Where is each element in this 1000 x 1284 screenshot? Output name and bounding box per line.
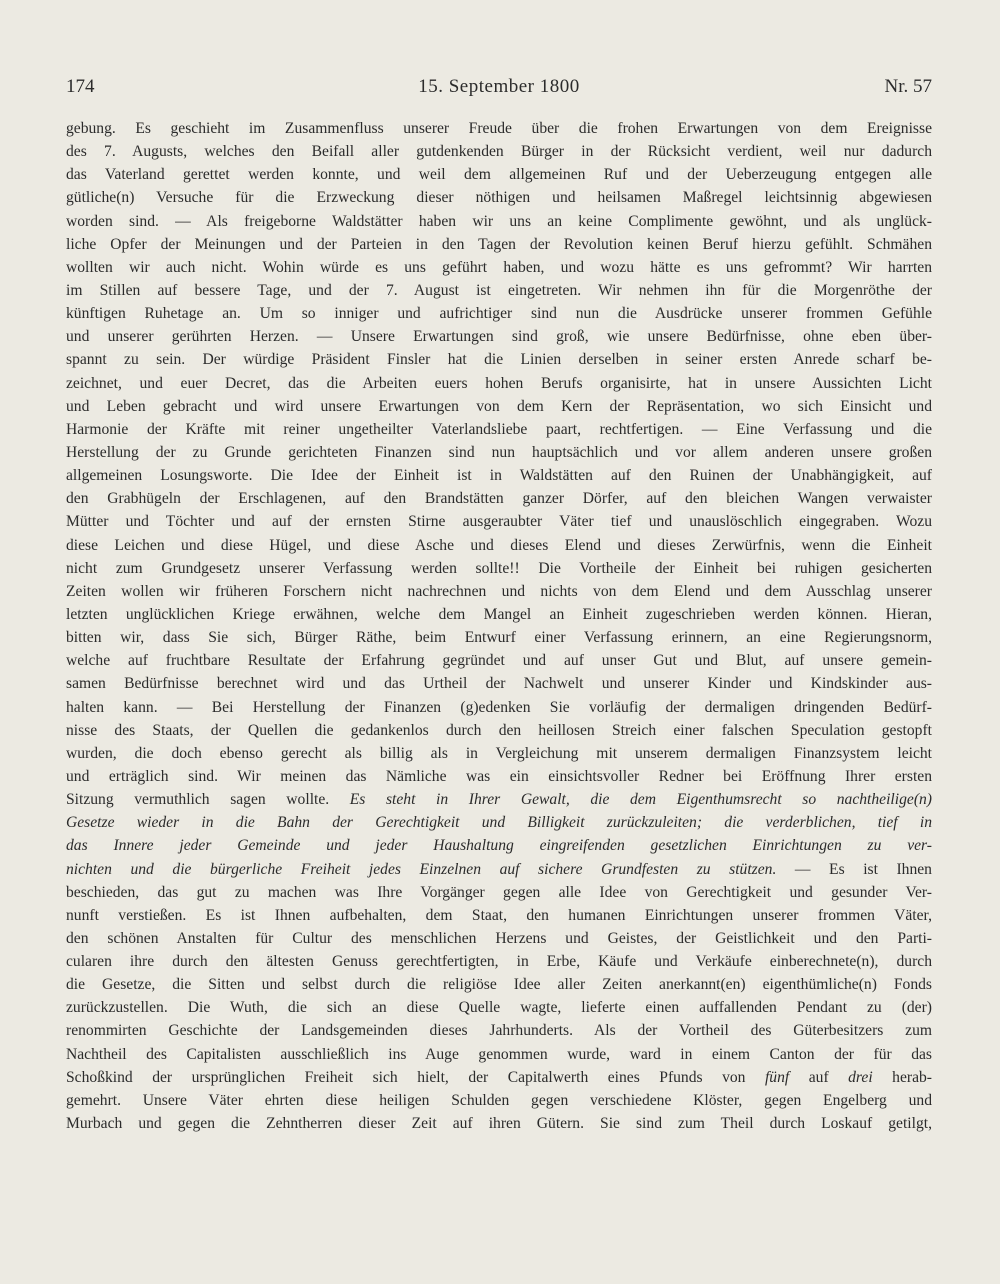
text-segment: gebung. Es geschieht im Zusammenfluss unserer Freude über die frohen Erwartungen von dem Ereignisse [66, 120, 932, 137]
text-line [66, 996, 932, 1019]
text-segment: und Leben gebracht und wird unsere Erwartungen von dem Kern der Repräsentation, wo sich Einsicht und [66, 397, 932, 415]
text-segment: des 7. Augusts, welches den Beifall aller gutdenkenden Bürger in der Rücksicht verdient, weil nur dadurch [66, 143, 932, 161]
text-segment: Zeiten wollen wir früheren Forschern nicht nachrechnen und nichts von dem Elend und dem Ausschlag unserer [66, 582, 932, 600]
italic-text-segment: fünf [764, 1068, 790, 1086]
text-line [66, 256, 932, 279]
text-segment: und erträglich sind. Wir meinen das Nämliche was ein einsichtsvoller Redner bei Eröffnung Ihrer ersten [66, 767, 932, 785]
text-line [66, 186, 932, 209]
text-line [66, 210, 932, 233]
text-line [66, 441, 932, 464]
text-line [66, 1019, 932, 1042]
text-segment: liche Opfer der Meinungen und der Parteien in den Tagen der Revolution keinen Beruf hierzu gefühlt. Schmähen [66, 235, 932, 253]
text-segment: nunft verstießen. Es ist Ihnen aufbehalten, dem Staat, den humanen Einrichtungen unserer frommen Väter, [66, 906, 932, 924]
text-segment: den schönen Anstalten für Cultur des menschlichen Herzens und Geistes, der Geistlichkeit und den Parti- [66, 929, 932, 947]
text-segment: welche auf fruchtbare Resultate der Erfahrung gegründet und auf unser Gut und Blut, auf unsere gemein- [66, 652, 932, 670]
text-segment: worden sind. — Als freigeborne Waldstätter haben wir uns an keine Complimente gewöhnt, und als unglück- [66, 212, 932, 230]
text-line [66, 1089, 932, 1112]
text-line [66, 163, 932, 186]
text-line [66, 904, 932, 927]
issue-number: Nr. 57 [884, 76, 932, 97]
text-line [66, 927, 932, 950]
text-line [66, 719, 932, 742]
text-line [66, 395, 932, 418]
text-line [66, 302, 932, 325]
text-line [66, 580, 932, 603]
italic-text-segment: Gesetze wieder in die Bahn der Gerechtigkeit und Billigkeit zurückzuleiten; die verderblichen, tief in [66, 814, 932, 832]
text-line [66, 672, 932, 695]
text-segment: beschieden, das gut zu machen was Ihre Vorgänger gegen alle Idee von Gerechtigkeit und gesunder Ver- [66, 883, 932, 901]
text-line [66, 372, 932, 395]
text-segment: Harmonie der Kräfte mit reiner ungetheilter Vaterlandsliebe paart, rechtfertigen. — Eine Verfassung und die [66, 420, 932, 438]
text-segment: den Grabhügeln der Erschlagenen, auf den Brandstätten ganzer Dörfer, auf den bleichen Wangen verwaister [66, 490, 932, 508]
text-line [66, 765, 932, 788]
text-segment: zeichnet, und euer Decret, das die Arbeiten euers hohen Berufs organisirte, hat in unsere Aussichten Licht [66, 374, 932, 392]
text-segment: allgemeinen Losungsworte. Die Idee der Einheit ist in Waldstätten auf den Ruinen der Unabhängigkeit, auf [66, 467, 932, 485]
text-segment: Murbach und gegen die Zehntherren dieser Zeit auf ihren Gütern. Sie sind zum Theil durch Loskauf getilgt, [66, 1115, 932, 1133]
text-line [66, 1112, 932, 1135]
text-line [66, 950, 932, 973]
text-segment: im Stillen auf bessere Tage, und der 7. August ist eingetreten. Wir nehmen ihn für die Morgenröthe der [66, 281, 932, 299]
text-line [66, 233, 932, 256]
text-segment: Nachtheil des Capitalisten ausschließlich ins Auge genommen wurde, ward in einem Canton der für das [66, 1045, 932, 1063]
text-segment: spannt zu sein. Der würdige Präsident Finsler hat die Linien derselben in seiner ersten Anrede scharf be- [66, 351, 932, 369]
text-segment: zurückzustellen. Die Wuth, die sich an diese Quelle wagte, lieferte einen auffallenden Pendant zu (der) [66, 999, 932, 1017]
text-segment: halten kann. — Bei Herstellung der Finanzen (g)edenken Sie vorläufig der dermaligen dringenden Bedürf- [66, 698, 932, 716]
text-segment: Sitzung vermuthlich sagen wollte. [66, 791, 350, 809]
text-line [66, 834, 932, 857]
text-line [66, 140, 932, 163]
text-segment: samen Bedürfnisse berechnet wird und das Urtheil der Nachwelt und unserer Kinder und Kindskinder aus- [66, 675, 932, 693]
text-line [66, 464, 932, 487]
text-line [66, 325, 932, 348]
text-line [66, 603, 932, 626]
text-segment: herab- [872, 1068, 932, 1086]
text-segment: die Gesetze, die Sitten und selbst durch die religiöse Idee aller Zeiten anerkannt(en) eigenthümliche(n) Fonds [66, 976, 932, 994]
text-segment: und unserer gerührten Herzen. — Unsere Erwartungen sind groß, wie unsere Bedürfnisse, ohne eben über- [66, 328, 932, 346]
article-body [66, 117, 932, 1135]
text-line [66, 973, 932, 996]
text-segment: gemehrt. Unsere Väter ehrten diese heiligen Schulden gegen verschiedene Klöster, gegen Engelberg und [66, 1091, 932, 1109]
text-line [66, 696, 932, 719]
text-line [66, 881, 932, 904]
page-number: 174 [66, 76, 95, 97]
text-segment: letzten unglücklichen Kriege erwähnen, welche dem Mangel an Einheit zugeschrieben werden können. Hieran, [66, 605, 932, 623]
text-line [66, 742, 932, 765]
text-line [66, 348, 932, 371]
italic-text-segment: Es steht in Ihrer Gewalt, die dem Eigenthumsrecht so nachtheilige(n) [349, 791, 932, 809]
text-line [66, 117, 932, 140]
text-segment: nicht zum Grundgesetz unserer Verfassung werden sollte!! Die Vortheile der Einheit bei ruhigen gesicherten [66, 559, 932, 577]
text-line [66, 788, 932, 811]
text-segment: Mütter und Töchter und auf der ernsten Stirne ausgeraubter Väter tief und unauslöschlich eingegraben. Wozu [66, 513, 932, 531]
text-line [66, 649, 932, 672]
text-line [66, 1043, 932, 1066]
text-line [66, 418, 932, 441]
text-segment: Herstellung der zu Grunde gerichteten Finanzen sind nun hauptsächlich und vor allem anderen unsere großen [66, 443, 932, 461]
running-header [66, 76, 932, 102]
text-segment: — Es ist Ihnen [776, 860, 932, 878]
text-segment: wurden, die doch ebenso gerecht als billig als in Vergleichung mit unserem dermaligen Finanzsystem leicht [66, 744, 932, 762]
text-segment: wollten wir auch nicht. Wohin würde es uns geführt haben, und wozu hätte es uns gefrommt? Wir harrten [66, 258, 932, 276]
text-line [66, 1066, 932, 1089]
text-line [66, 858, 932, 881]
text-line [66, 534, 932, 557]
text-line [66, 279, 932, 302]
text-segment: nisse des Staats, der Quellen die gedankenlos durch den heillosen Streich einer falschen Speculation gestopft [66, 721, 932, 739]
italic-text-segment: das Innere jeder Gemeinde und jeder Haushaltung eingreifenden gesetzlichen Einrichtungen zu ver- [66, 837, 932, 855]
text-segment: auf [789, 1068, 849, 1086]
text-segment: künftigen Ruhetage an. Um so inniger und aufrichtiger sind nun die Ausdrücke unserer frommen Gefühle [66, 305, 932, 323]
header-date: 15. September 1800 [418, 76, 580, 97]
italic-text-segment: drei [848, 1068, 873, 1086]
text-segment: Schoßkind der ursprünglichen Freiheit sich hielt, der Capitalwerth eines Pfunds von [66, 1068, 765, 1086]
text-line [66, 487, 932, 510]
italic-text-segment: nichten und die bürgerliche Freiheit jedes Einzelnen auf sichere Grundfesten zu stützen. [66, 860, 777, 878]
text-line [66, 557, 932, 580]
text-segment: bitten wir, dass Sie sich, Bürger Räthe, beim Entwurf einer Verfassung erinnern, an eine Regierungsnorm, [66, 629, 932, 647]
text-line [66, 510, 932, 533]
text-segment: gütliche(n) Versuche für die Erzweckung dieser nöthigen und heilsamen Maßregel leichtsinnig abgewiesen [66, 189, 932, 207]
text-segment: diese Leichen und diese Hügel, und diese Asche und dieses Elend und dieses Zerwürfnis, wenn die Einheit [66, 536, 932, 554]
text-segment: renommirten Geschichte der Landsgemeinden dieses Jahrhunderts. Als der Vortheil des Güterbesitzers zum [66, 1022, 932, 1040]
text-segment: das Vaterland gerettet werden konnte, und weil dem allgemeinen Ruf und der Ueberzeugung entgegen alle [66, 166, 932, 184]
text-line [66, 811, 932, 834]
text-segment: cularen ihre durch den ältesten Genuss gerechtfertigten, in Erbe, Käufe und Verkäufe einberechnete(n), durch [66, 953, 932, 971]
text-line [66, 626, 932, 649]
